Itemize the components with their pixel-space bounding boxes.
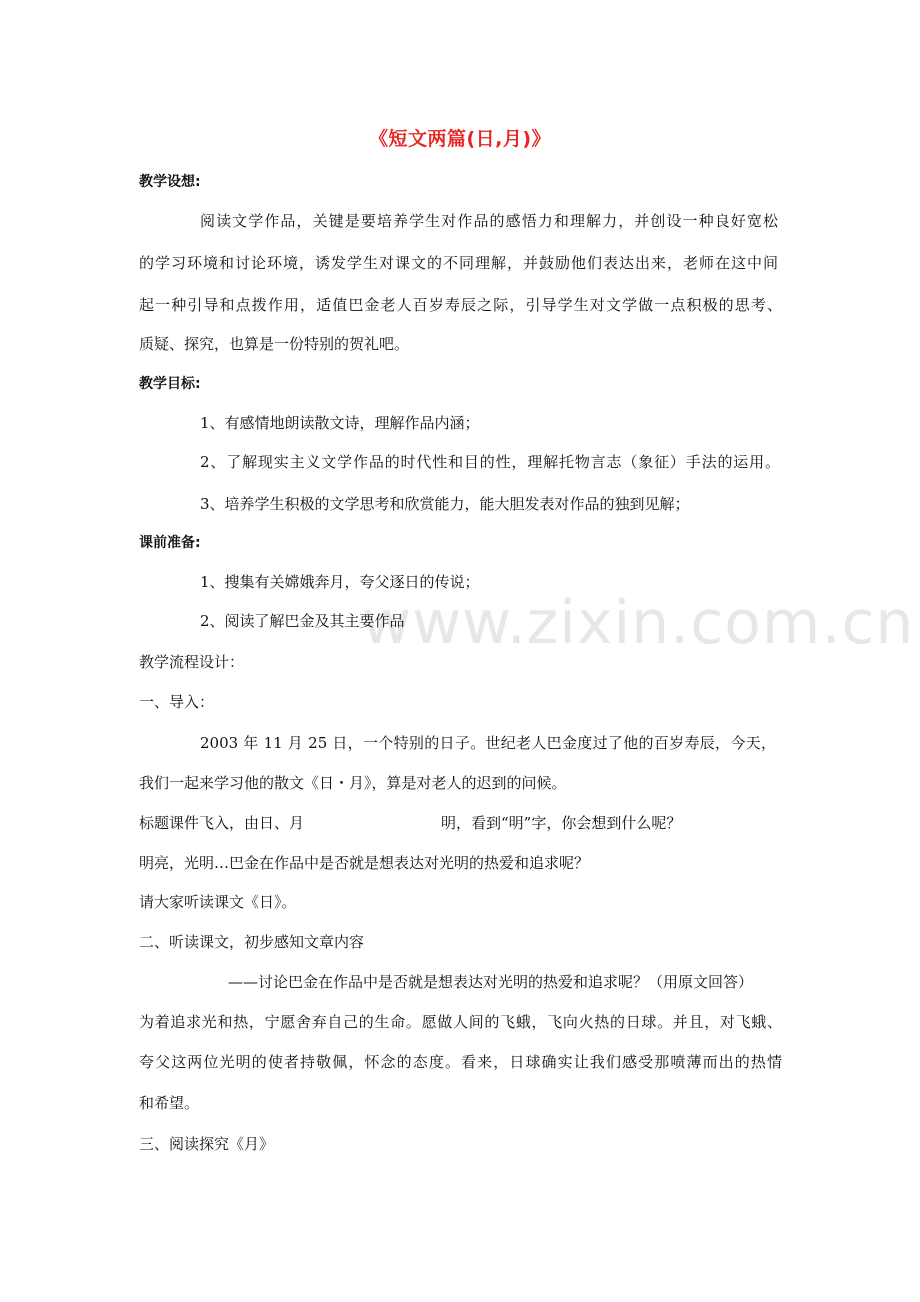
flow-heading: 教学流程设计： (139, 653, 245, 671)
step-heading: 二、听读课文，初步感知文章内容 (139, 933, 365, 951)
paragraph-line: 2003 年 11 月 25 日，一个特别的日子。世纪老人巴金度过了他的百岁寿辰，今天， (200, 734, 776, 752)
paragraph-line: 阅读文学作品，关键是要培养学生对作品的感悟力和理解力，并创设一种良好宽松 (200, 212, 778, 230)
goal-item: 2、了解现实主义文学作品的时代性和目的性，理解托物言志（象征）手法的运用。 (200, 453, 780, 471)
paragraph-line: 为着追求光和热，宁愿舍弃自己的生命。愿做人间的飞蛾，飞向火热的日球。并且，对飞蛾、 (139, 1013, 782, 1031)
paragraph-line-left: 标题课件飞入，由日、月 (139, 814, 305, 832)
paragraph-line: 质疑、探究，也算是一份特别的贺礼吧。 (139, 335, 410, 353)
section-heading-design: 教学设想: (139, 174, 201, 190)
paragraph-line: 和希望。 (139, 1094, 200, 1112)
section-heading-prep: 课前准备: (139, 535, 201, 551)
paragraph-line: 请大家听读课文《日》。 (139, 893, 297, 911)
paragraph-line-right: 明，看到“明”字，你会想到什么呢？ (441, 814, 682, 832)
watermark: www.zixin.com.cn (362, 588, 915, 658)
paragraph-line: 我们一起来学习他的散文《日・月》，算是对老人的迟到的问候。 (139, 774, 567, 792)
paragraph-line: 的学习环境和讨论环境，诱发学生对课文的不同理解，并鼓励他们表达出来，老师在这中间 (139, 254, 778, 272)
prep-item: 2、阅读了解巴金及其主要作品 (200, 612, 405, 630)
step-heading: 一、导入： (139, 693, 215, 711)
page-title: 《短文两篇(日,月)》 (368, 128, 552, 150)
section-heading-goals: 教学目标: (139, 376, 201, 392)
paragraph-line: 夸父这两位光明的使者持敬佩，怀念的态度。看来，日球确实让我们感受那喷薄而出的热情 (139, 1053, 782, 1071)
paragraph-line: 起一种引导和点拨作用，适值巴金老人百岁寿辰之际，引导学生对文学做一点积极的思考、 (139, 296, 782, 314)
prep-item: 1、搜集有关嫦娥奔月，夸父逐日的传说； (200, 573, 480, 591)
paragraph-line: 明亮，光明…巴金在作品中是否就是想表达对光明的热爱和追求呢？ (139, 854, 590, 872)
discussion-question: ——讨论巴金在作品中是否就是想表达对光明的热爱和追求呢？（用原文回答） (228, 973, 754, 991)
goal-item: 3、培养学生积极的文学思考和欣赏能力，能大胆发表对作品的独到见解； (200, 495, 690, 513)
goal-item: 1、有感情地朗读散文诗，理解作品内涵； (200, 414, 480, 432)
step-heading: 三、阅读探究《月》 (139, 1135, 275, 1153)
